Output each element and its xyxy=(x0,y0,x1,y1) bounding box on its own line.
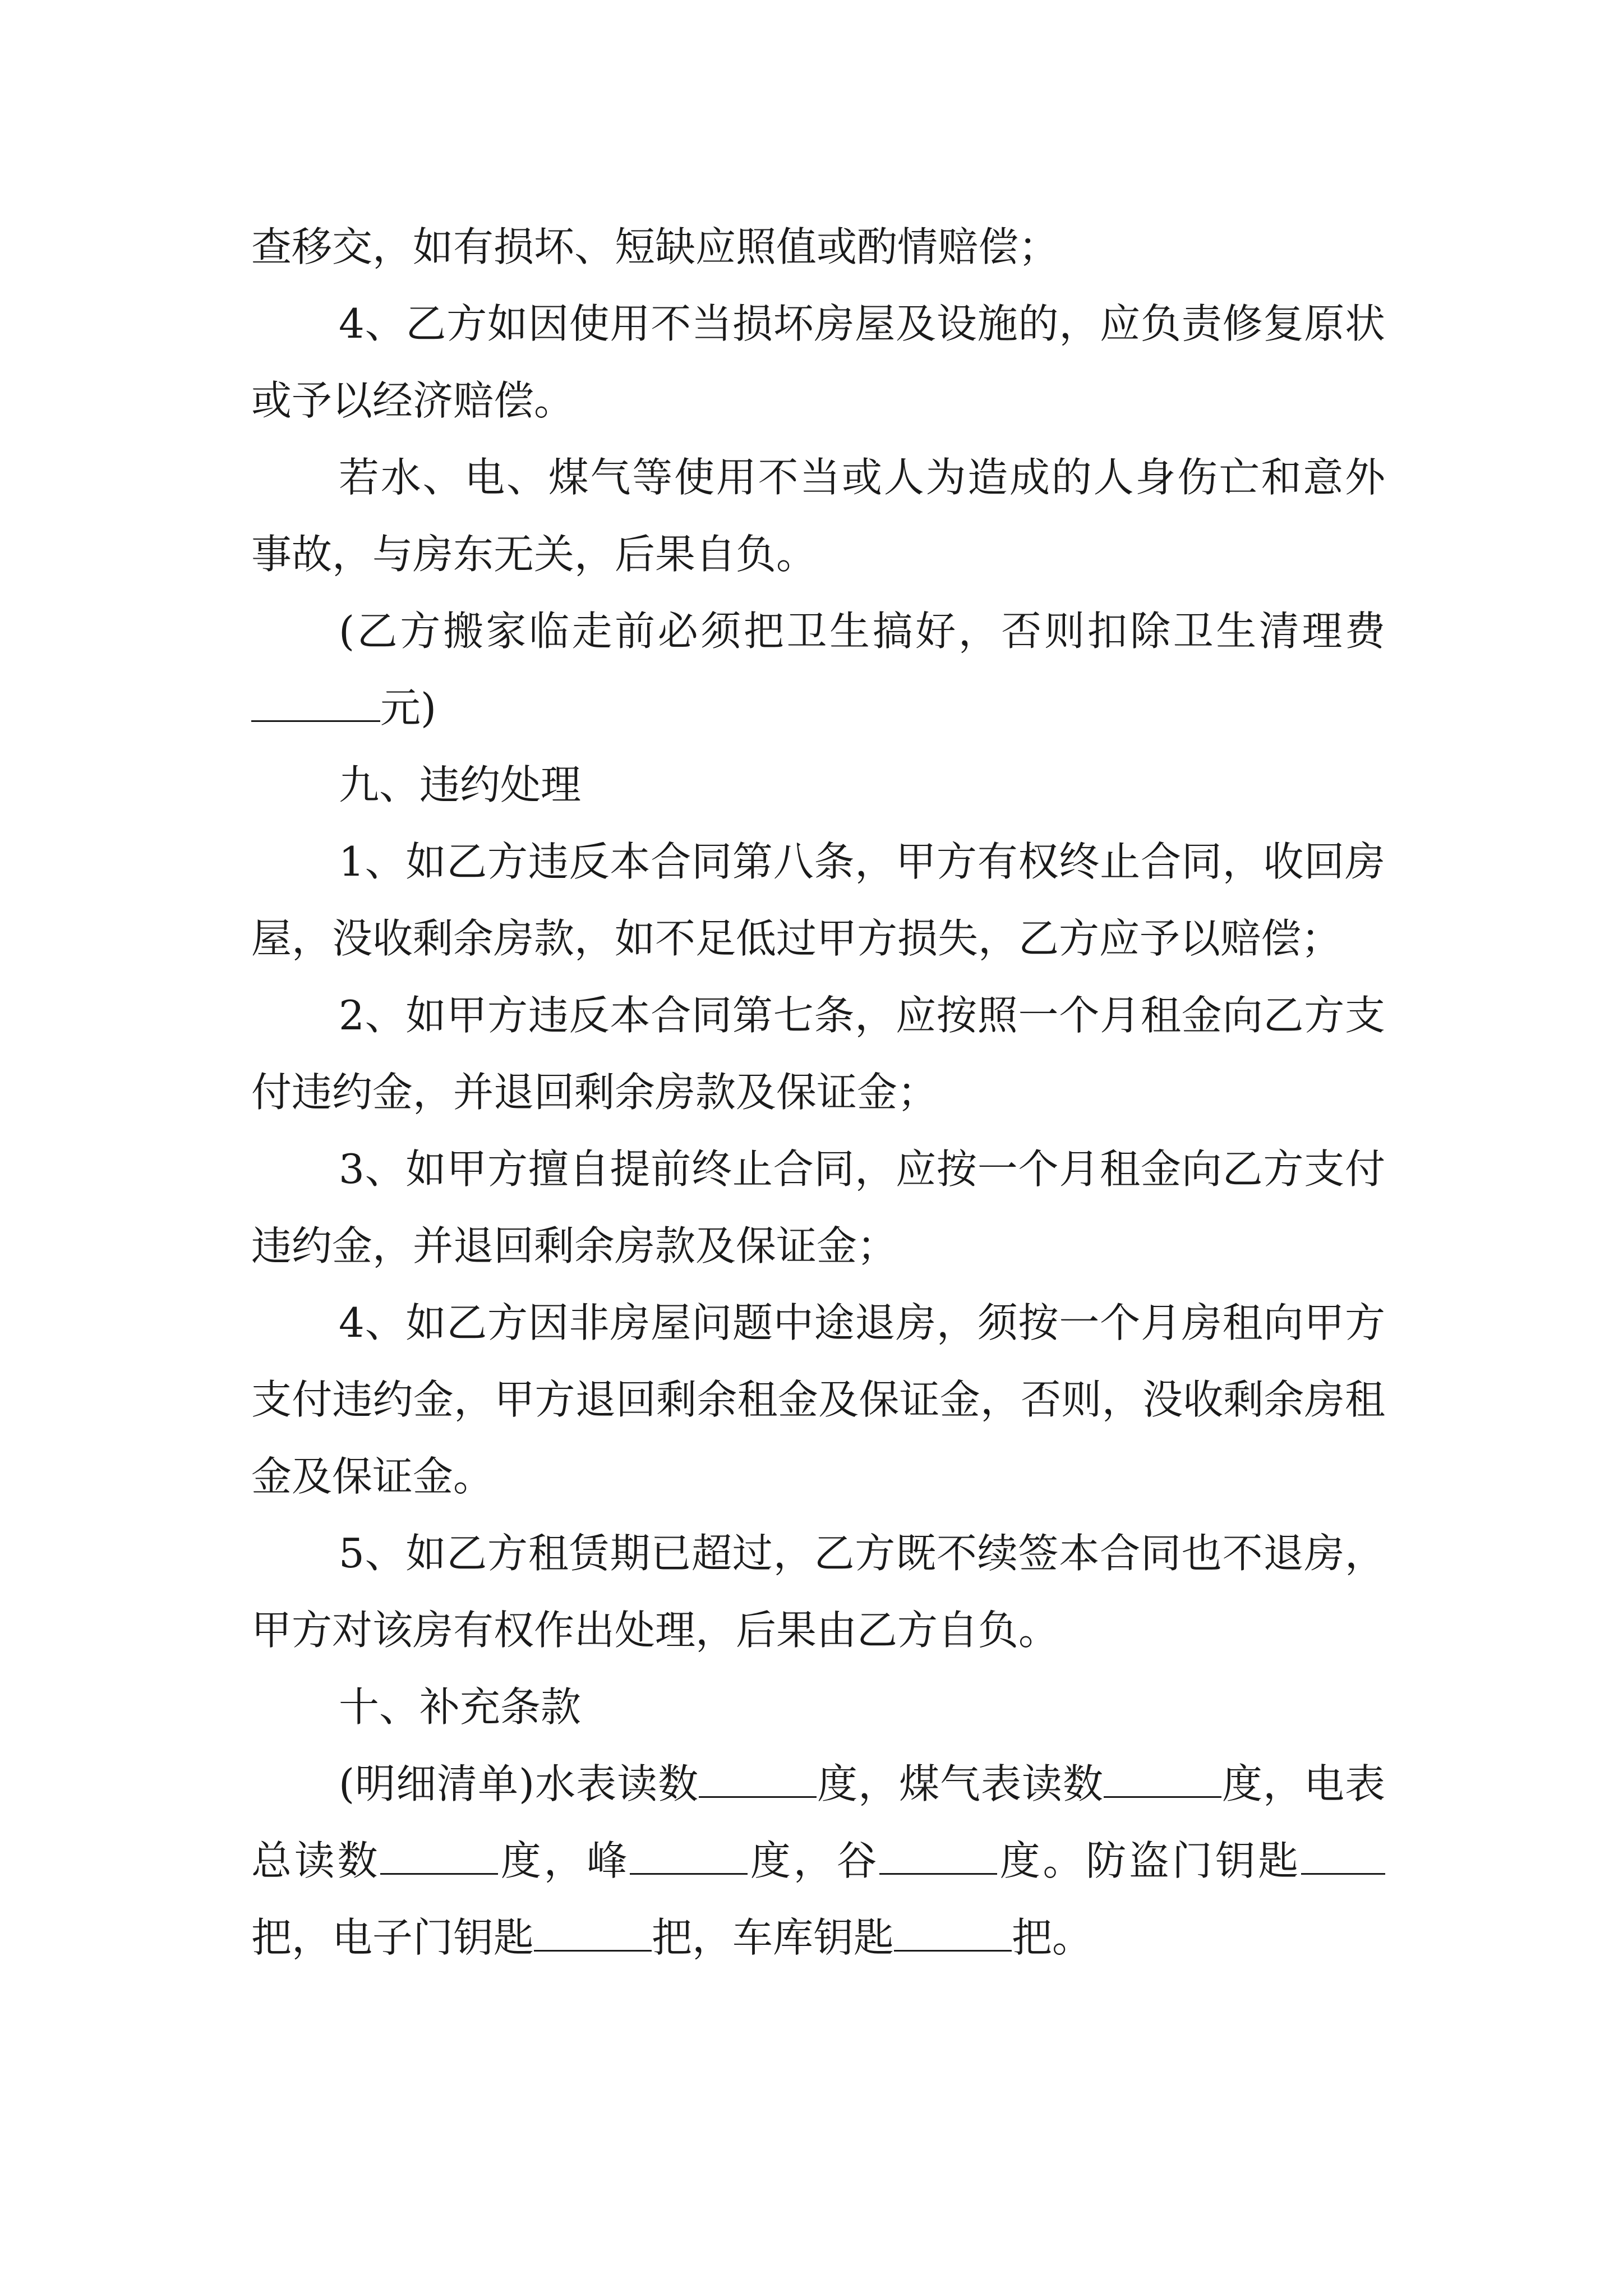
key-text-security-door: 度。防盗门钥匙 xyxy=(997,1837,1301,1884)
security-door-key-blank xyxy=(1301,1838,1385,1875)
paragraph-handover: 查移交，如有损坏、短缺应照值或酌情赔偿； xyxy=(251,223,1059,270)
cleaning-fee-text: (乙方搬家临走前必须把卫生搞好，否则扣除卫生清理费 xyxy=(339,608,1385,655)
electronic-door-key-blank xyxy=(534,1915,652,1952)
meter-text-gas: 度，煤气表读数 xyxy=(817,1760,1104,1807)
key-text-end: 把。 xyxy=(1012,1914,1093,1961)
cleaning-fee-blank xyxy=(251,685,380,722)
section-heading-breach: 九、违约处理 xyxy=(339,761,582,808)
paragraph-breach-5: 5、如乙方租赁期已超过，乙方既不续签本合同也不退房，甲方对该房有权作出处理，后果由乙方自负。 xyxy=(251,1530,1385,1654)
cleaning-fee-unit: 元) xyxy=(380,684,437,731)
electric-total-blank xyxy=(380,1838,498,1875)
meter-text-electric: 度，电表总读数 xyxy=(251,1760,1385,1884)
paragraph-breach-1: 1、如乙方违反本合同第八条，甲方有权终止合同，收回房屋，没收剩余房款，如不足低过甲方损失，乙方应予以赔偿； xyxy=(251,838,1385,962)
paragraph-breach-3: 3、如甲方擅自提前终止合同，应按一个月租金向乙方支付违约金，并退回剩余房款及保证金； xyxy=(251,1145,1385,1269)
garage-key-blank xyxy=(894,1915,1012,1952)
gas-reading-blank xyxy=(1104,1761,1221,1798)
section-heading-supplementary: 十、补充条款 xyxy=(339,1683,582,1731)
paragraph-meter-readings xyxy=(251,1746,1385,1976)
peak-reading-blank xyxy=(630,1838,748,1875)
paragraph-clause-4-damage: 4、乙方如因使用不当损坏房屋及设施的，应负责修复原状或予以经济赔偿。 xyxy=(251,300,1385,424)
water-reading-blank xyxy=(699,1761,817,1798)
meter-text-peak: 度，峰 xyxy=(498,1837,630,1884)
document-page xyxy=(251,209,1385,1976)
meter-text-water: (明细清单)水表读数 xyxy=(339,1760,699,1807)
meter-text-valley: 度，谷 xyxy=(748,1837,880,1884)
key-text-garage: 把，车库钥匙 xyxy=(652,1914,895,1961)
key-text-electronic-door: 把，电子门钥匙 xyxy=(251,1914,534,1961)
paragraph-breach-4: 4、如乙方因非房屋问题中途退房，须按一个月房租向甲方支付违约金，甲方退回剩余租金及保证金，否则，没收剩余房租金及保证金。 xyxy=(251,1299,1385,1500)
valley-reading-blank xyxy=(879,1838,997,1875)
paragraph-accident-liability: 若水、电、煤气等使用不当或人为造成的人身伤亡和意外事故，与房东无关，后果自负。 xyxy=(251,454,1385,578)
paragraph-breach-2: 2、如甲方违反本合同第七条，应按照一个月租金向乙方支付违约金，并退回剩余房款及保证金； xyxy=(251,992,1385,1116)
paragraph-cleaning-fee xyxy=(251,593,1385,747)
